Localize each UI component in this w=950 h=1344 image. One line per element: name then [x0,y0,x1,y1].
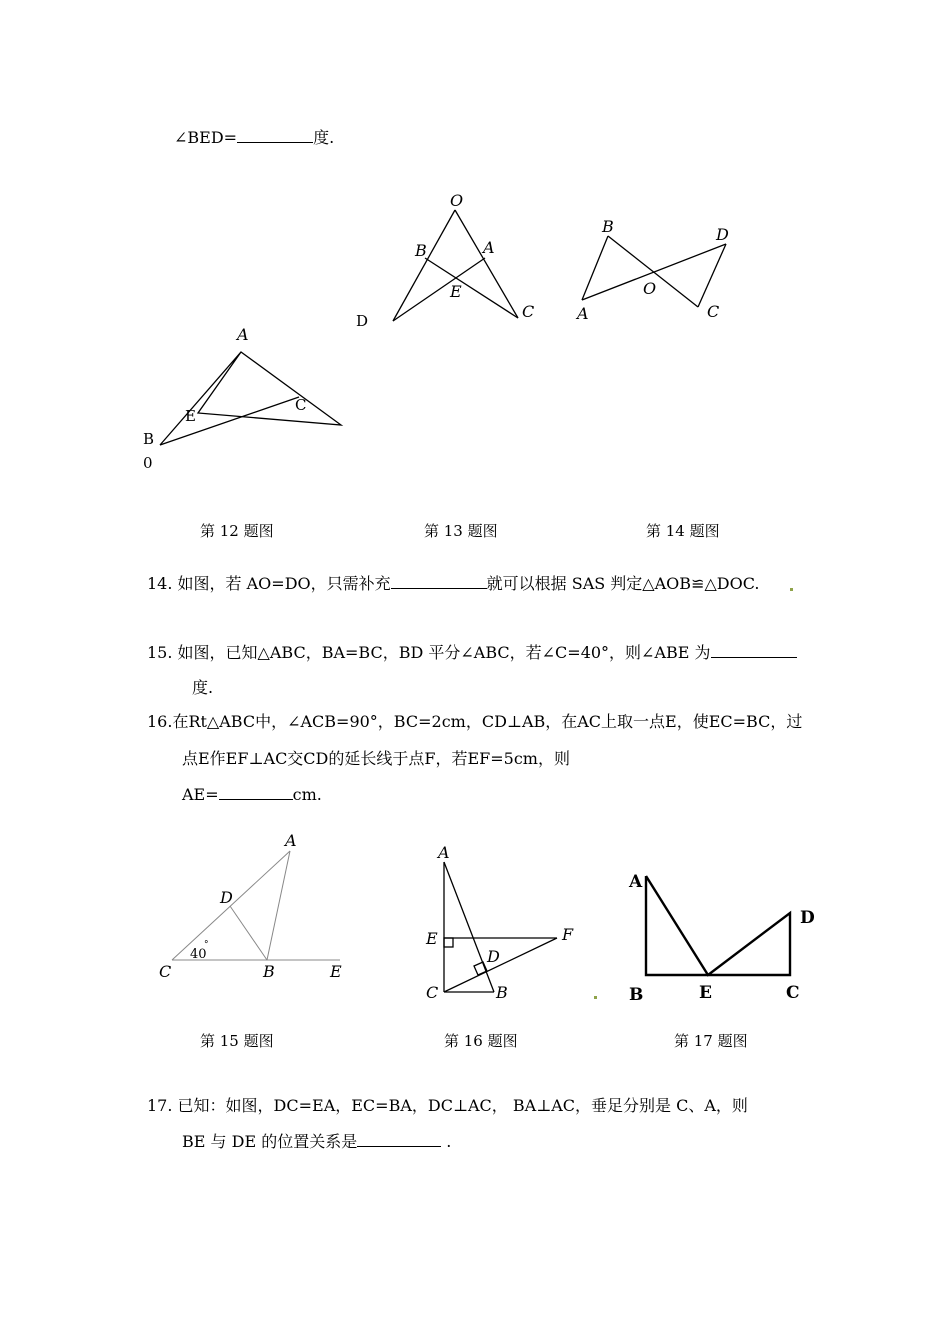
q16-line2: 点E作EF⊥AC交CD的延长线于点F，若EF=5cm，则 [182,749,570,768]
q15-answer-blank [711,643,797,658]
fig16-label-c: C [426,983,439,1002]
fig15-angle-value: 40 [190,947,207,962]
decorative-dot [790,588,793,591]
fig15-label-b: B [263,962,275,981]
fig12-label-b: B [143,430,155,448]
fig17-label-d: D [800,908,815,928]
fig14-label-c: C [707,302,720,321]
q17-line2-prefix: BE 与 DE 的位置关系是 [182,1132,358,1151]
fig13-label-e: E [450,282,462,301]
bed-suffix: 度. [313,128,335,147]
fig15-label-e: E [330,962,342,981]
fig17-label-a: A [629,872,643,892]
q17-line2-suffix: . [441,1132,452,1151]
caption-fig-17-text: 第 17 题图 [674,1032,748,1050]
q17-answer-blank [357,1132,441,1147]
fig12-label-e: E [185,407,196,425]
fig15-label-c: C [159,962,172,981]
caption-fig-16 [444,1030,518,1051]
caption-fig-16-text: 第 16 题图 [444,1032,518,1050]
q16-ae-prefix: AE= [182,785,219,804]
fig14-label-a: A [577,304,589,323]
caption-fig-12 [200,520,274,541]
fig15-label-a: A [285,831,297,850]
fig13-label-d: D [356,312,369,330]
caption-fig-15-text: 第 15 题图 [200,1032,274,1050]
fig13-label-b: B [415,241,427,260]
fig16-label-d: D [487,947,500,966]
question-16-line-2 [182,749,570,769]
caption-fig-15 [200,1030,274,1051]
fig12-label-a: A [237,325,249,344]
q17-line1: 17. 已知：如图，DC=EA，EC=BA，DC⊥AC， BA⊥AC，垂足分别是 C、A，则 [147,1096,748,1115]
fig13-label-a: A [483,238,495,257]
question-16-line-3 [182,785,322,805]
fig16-label-e: E [426,929,438,948]
q14-after: 就可以根据 SAS 判定△AOB≌△DOC. [486,574,760,593]
caption-fig-13-text: 第 13 题图 [424,522,498,540]
fig17-label-b: B [629,985,644,1005]
fig13-label-c: C [522,302,535,321]
fig17-label-e: E [699,983,712,1003]
q16-line1: 16.在Rt△ABC中，∠ACB=90°，BC=2cm，CD⊥AB，在AC上取一点E，使EC=BC，过 [147,712,803,731]
bed-prefix: ∠BED= [174,128,238,147]
fig15-angle-degree: ° [204,940,209,950]
q14-answer-blank [391,574,487,589]
q15-line2: 度. [192,678,214,697]
caption-fig-14-text: 第 14 题图 [646,522,720,540]
q16-ae-suffix: cm. [292,785,322,804]
q16-answer-blank [219,785,293,800]
question-17-line-2 [182,1132,451,1152]
fig15-label-d: D [220,888,233,907]
fig14-label-o: O [643,279,657,298]
question-15 [147,643,797,663]
caption-fig-12-text: 第 12 题图 [200,522,274,540]
fig16-label-a: A [438,843,450,862]
q15-line1: 15. 如图，已知△ABC，BA=BC，BD 平分∠ABC，若∠C=40°，则∠ABE 为 [147,643,711,662]
fig12-label-zero: 0 [143,454,153,472]
question-14 [147,574,759,594]
fig14-label-d: D [716,225,729,244]
fig12-label-c: C [295,396,307,414]
question-15-line-2 [192,678,213,698]
question-16 [147,712,802,732]
q14-text: 14. 如图，若 AO=DO，只需补充 [147,574,391,593]
fig16-label-b: B [496,983,508,1002]
caption-fig-17 [674,1030,748,1051]
question-17 [147,1096,748,1116]
caption-fig-13 [424,520,498,541]
fig17-label-c: C [786,983,800,1003]
fig13-label-o: O [450,191,464,210]
caption-fig-14 [646,520,720,541]
fig16-label-f: F [562,925,574,944]
fig14-label-b: B [602,217,614,236]
decorative-dot-2 [594,996,597,999]
